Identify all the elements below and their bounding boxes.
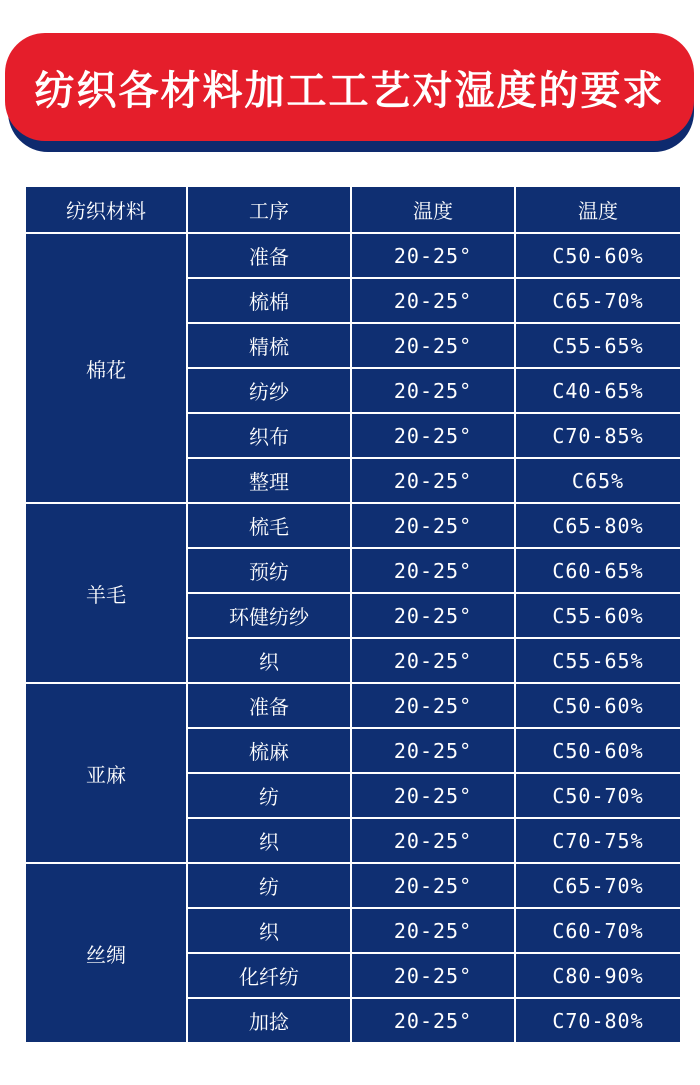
temperature-cell: 20-25° xyxy=(351,818,515,863)
humidity-cell: C80-90% xyxy=(515,953,681,998)
temperature-cell: 20-25° xyxy=(351,953,515,998)
temperature-cell: 20-25° xyxy=(351,908,515,953)
humidity-cell: C70-75% xyxy=(515,818,681,863)
humidity-cell: C65-70% xyxy=(515,863,681,908)
process-cell: 预纺 xyxy=(187,548,351,593)
process-cell: 整理 xyxy=(187,458,351,503)
temperature-cell: 20-25° xyxy=(351,323,515,368)
process-cell: 梳棉 xyxy=(187,278,351,323)
process-cell: 织 xyxy=(187,908,351,953)
humidity-cell: C55-65% xyxy=(515,323,681,368)
temperature-cell: 20-25° xyxy=(351,278,515,323)
humidity-requirements-table xyxy=(24,185,682,1044)
temperature-cell: 20-25° xyxy=(351,368,515,413)
temperature-cell: 20-25° xyxy=(351,683,515,728)
temperature-cell: 20-25° xyxy=(351,593,515,638)
table-header-row xyxy=(25,186,681,233)
table-row xyxy=(25,863,681,908)
temperature-cell: 20-25° xyxy=(351,728,515,773)
header-temperature: 温度 xyxy=(351,186,515,233)
process-cell: 织布 xyxy=(187,413,351,458)
humidity-cell: C65% xyxy=(515,458,681,503)
table-row xyxy=(25,683,681,728)
process-cell: 准备 xyxy=(187,233,351,278)
temperature-cell: 20-25° xyxy=(351,998,515,1043)
process-cell: 织 xyxy=(187,818,351,863)
material-cell: 棉花 xyxy=(25,233,187,503)
humidity-cell: C40-65% xyxy=(515,368,681,413)
material-cell: 亚麻 xyxy=(25,683,187,863)
temperature-cell: 20-25° xyxy=(351,233,515,278)
humidity-cell: C65-80% xyxy=(515,503,681,548)
humidity-cell: C60-70% xyxy=(515,908,681,953)
process-cell: 准备 xyxy=(187,683,351,728)
humidity-cell: C50-60% xyxy=(515,233,681,278)
process-cell: 纺纱 xyxy=(187,368,351,413)
temperature-cell: 20-25° xyxy=(351,638,515,683)
title-banner xyxy=(5,33,694,141)
table-row xyxy=(25,233,681,278)
process-cell: 织 xyxy=(187,638,351,683)
temperature-cell: 20-25° xyxy=(351,548,515,593)
temperature-cell: 20-25° xyxy=(351,458,515,503)
humidity-cell: C50-60% xyxy=(515,728,681,773)
table-row xyxy=(25,503,681,548)
process-cell: 环健纺纱 xyxy=(187,593,351,638)
process-cell: 精梳 xyxy=(187,323,351,368)
header-process: 工序 xyxy=(187,186,351,233)
humidity-cell: C70-85% xyxy=(515,413,681,458)
humidity-cell: C60-65% xyxy=(515,548,681,593)
material-cell: 丝绸 xyxy=(25,863,187,1043)
process-cell: 化纤纺 xyxy=(187,953,351,998)
process-cell: 梳麻 xyxy=(187,728,351,773)
header-humidity: 温度 xyxy=(515,186,681,233)
humidity-cell: C50-60% xyxy=(515,683,681,728)
process-cell: 纺 xyxy=(187,863,351,908)
temperature-cell: 20-25° xyxy=(351,413,515,458)
temperature-cell: 20-25° xyxy=(351,773,515,818)
header-material: 纺织材料 xyxy=(25,186,187,233)
humidity-cell: C55-60% xyxy=(515,593,681,638)
humidity-cell: C50-70% xyxy=(515,773,681,818)
temperature-cell: 20-25° xyxy=(351,503,515,548)
humidity-cell: C65-70% xyxy=(515,278,681,323)
material-cell: 羊毛 xyxy=(25,503,187,683)
humidity-cell: C70-80% xyxy=(515,998,681,1043)
process-cell: 加捻 xyxy=(187,998,351,1043)
temperature-cell: 20-25° xyxy=(351,863,515,908)
process-cell: 纺 xyxy=(187,773,351,818)
humidity-cell: C55-65% xyxy=(515,638,681,683)
process-cell: 梳毛 xyxy=(187,503,351,548)
page-title: 纺织各材料加工工艺对湿度的要求 xyxy=(34,67,665,114)
table-body xyxy=(25,233,681,1043)
